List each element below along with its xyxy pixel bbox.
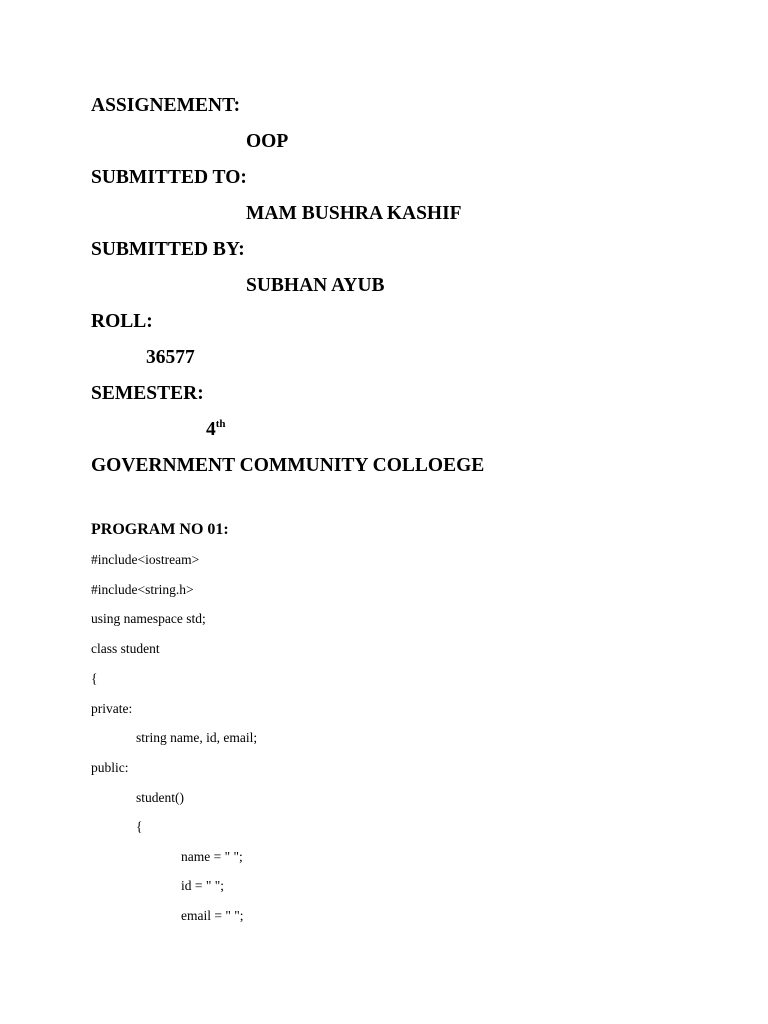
- roll-label: ROLL:: [91, 311, 153, 332]
- semester-label: SEMESTER:: [91, 383, 204, 404]
- roll-value: 36577: [146, 347, 195, 368]
- code-line: id = " ";: [181, 878, 225, 893]
- code-line: {: [91, 671, 98, 686]
- semester-value: [206, 420, 226, 440]
- code-line: email = " ";: [181, 908, 244, 923]
- submitted-by-label: SUBMITTED BY:: [91, 239, 245, 260]
- code-line: private:: [91, 701, 133, 716]
- assignment-value: OOP: [246, 131, 289, 152]
- semester-number: 4: [206, 419, 216, 440]
- code-line: #include<string.h>: [91, 582, 194, 597]
- assignment-label: ASSIGNEMENT:: [91, 95, 241, 116]
- code-line: name = " ";: [181, 849, 243, 864]
- code-line: using namespace std;: [91, 611, 206, 626]
- program-heading: PROGRAM NO 01:: [91, 521, 229, 538]
- code-line: {: [136, 819, 143, 834]
- code-line: student(): [136, 790, 184, 805]
- submitted-by-value: SUBHAN AYUB: [246, 275, 385, 296]
- code-line: #include<iostream>: [91, 552, 200, 567]
- submitted-to-value: MAM BUSHRA KASHIF: [246, 203, 462, 224]
- semester-suffix: th: [215, 418, 226, 430]
- code-line: class student: [91, 641, 160, 656]
- code-line: string name, id, email;: [136, 730, 258, 745]
- submitted-to-label: SUBMITTED TO:: [91, 167, 247, 188]
- code-line: public:: [91, 760, 129, 775]
- college-name: GOVERNMENT COMMUNITY COLLOEGE: [91, 455, 485, 476]
